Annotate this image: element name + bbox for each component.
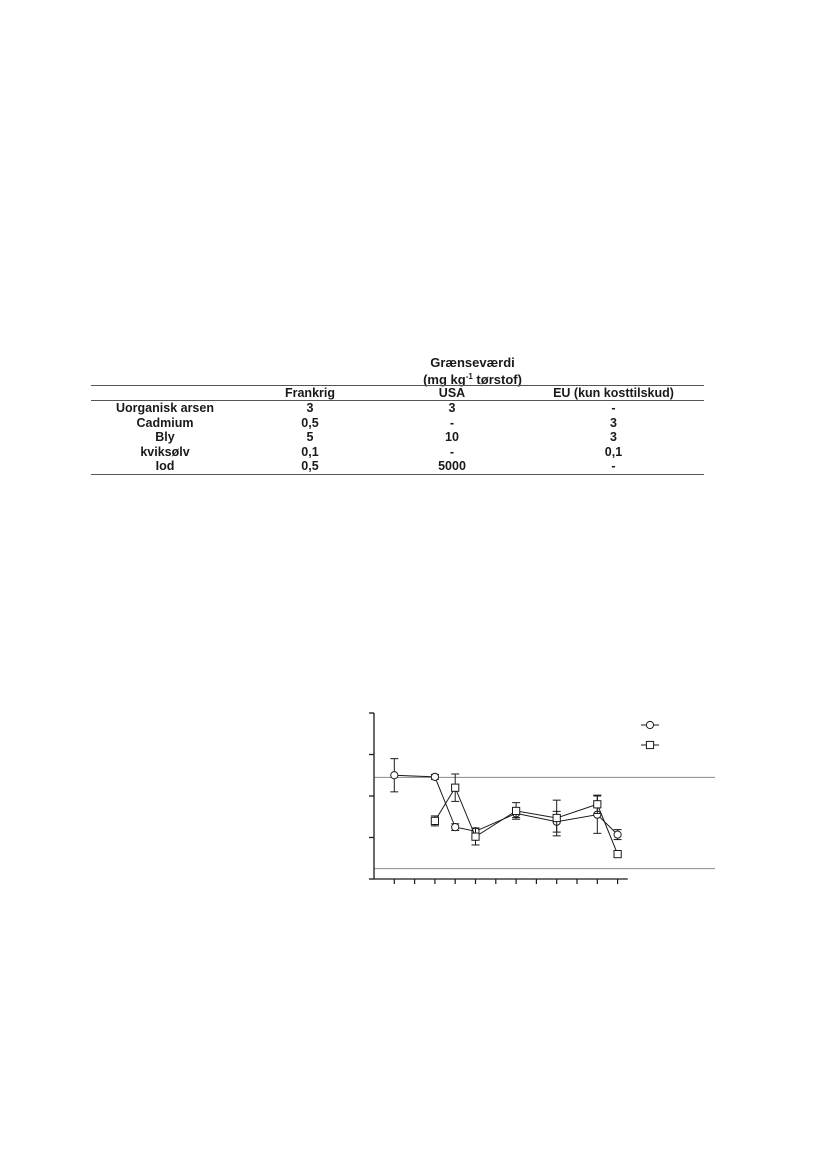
table-cell: -: [611, 401, 616, 415]
column-header-france: Frankrig: [284, 386, 335, 400]
data-point-square: [452, 784, 459, 791]
row-label: Iod: [155, 459, 175, 473]
series-line: [394, 775, 617, 834]
row-label: Cadmium: [136, 416, 194, 430]
data-point-circle: [431, 773, 438, 780]
data-point-circle: [391, 772, 398, 779]
table-cell: -: [611, 459, 616, 473]
table-cell: 0,1: [604, 445, 623, 459]
chart-canvas: [360, 708, 722, 898]
table-cell: 3: [610, 416, 617, 430]
column-header-usa: USA: [438, 386, 466, 400]
table-cell: 3: [306, 401, 314, 415]
legend-marker-circle: [646, 721, 653, 728]
table-cell: 0,5: [301, 416, 319, 430]
data-point-square: [513, 807, 520, 814]
data-point-circle: [614, 831, 621, 838]
column-header-eu: EU (kun kosttilskud): [553, 386, 674, 400]
row-label: kviksølv: [140, 445, 190, 459]
table-cell: 3: [610, 430, 617, 444]
data-point-square: [553, 814, 560, 821]
table-cell: 5: [306, 430, 314, 444]
data-point-circle: [452, 824, 459, 831]
data-point-square: [431, 817, 438, 824]
table-cell: 3: [448, 401, 456, 415]
legend-marker-square: [646, 741, 653, 748]
table-cell: 10: [445, 430, 459, 444]
line-chart: [360, 708, 722, 898]
row-label: Bly: [155, 430, 175, 444]
table-cell: 5000: [438, 459, 466, 473]
data-point-square: [614, 851, 621, 858]
row-label: Uorganisk arsen: [116, 401, 214, 415]
table-rule-bottom: [91, 474, 704, 475]
table-title: Grænseværdi: [430, 355, 515, 370]
data-point-square: [472, 833, 479, 840]
table-cell: -: [449, 445, 455, 459]
table-cell: 0,1: [301, 445, 319, 459]
data-point-square: [594, 801, 601, 808]
table-unit: (mg $kg^{-1}$ tørstof): [423, 372, 522, 387]
series-line: [435, 788, 618, 854]
table-cell: 0,5: [301, 459, 319, 473]
table-cell: -: [449, 416, 455, 430]
